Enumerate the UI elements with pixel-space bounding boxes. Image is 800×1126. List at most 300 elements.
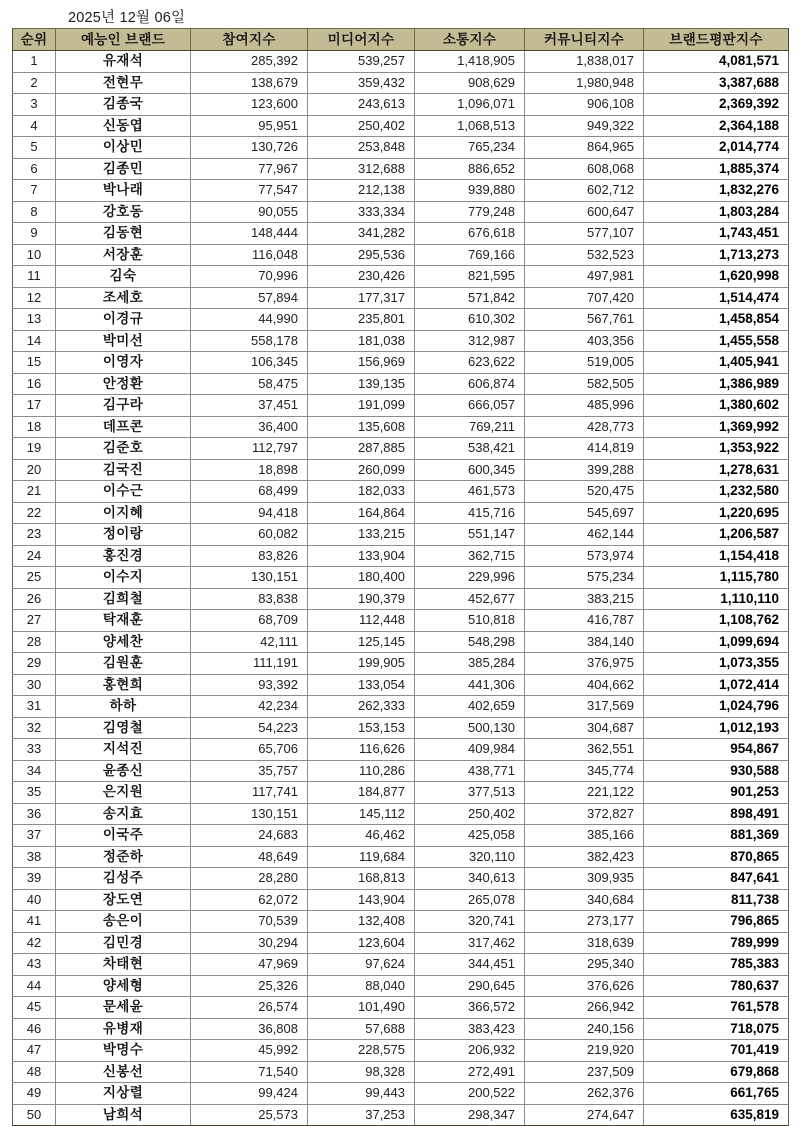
- cell-brand: 이경규: [56, 309, 191, 331]
- cell-brand: 이지혜: [56, 502, 191, 524]
- table-row: [13, 631, 789, 653]
- cell-media: 97,624: [308, 954, 415, 976]
- cell-brand: 문세윤: [56, 997, 191, 1019]
- cell-rank: 50: [13, 1104, 56, 1126]
- cell-total: 1,012,193: [644, 717, 789, 739]
- cell-rank: 6: [13, 158, 56, 180]
- cell-community: 376,626: [525, 975, 644, 997]
- cell-rank: 19: [13, 438, 56, 460]
- cell-communication: 600,345: [415, 459, 525, 481]
- cell-total: 1,108,762: [644, 610, 789, 632]
- table-row: [13, 610, 789, 632]
- cell-brand: 양세형: [56, 975, 191, 997]
- cell-total: 661,765: [644, 1083, 789, 1105]
- cell-community: 295,340: [525, 954, 644, 976]
- cell-communication: 312,987: [415, 330, 525, 352]
- cell-participation: 558,178: [191, 330, 308, 352]
- cell-communication: 1,068,513: [415, 115, 525, 137]
- cell-rank: 39: [13, 868, 56, 890]
- cell-participation: 26,574: [191, 997, 308, 1019]
- cell-rank: 24: [13, 545, 56, 567]
- cell-participation: 138,679: [191, 72, 308, 94]
- cell-media: 132,408: [308, 911, 415, 933]
- cell-communication: 317,462: [415, 932, 525, 954]
- cell-community: 602,712: [525, 180, 644, 202]
- table-row: [13, 373, 789, 395]
- cell-community: 304,687: [525, 717, 644, 739]
- cell-brand: 김종민: [56, 158, 191, 180]
- cell-total: 780,637: [644, 975, 789, 997]
- cell-brand: 김숙: [56, 266, 191, 288]
- brand-reputation-ranking-table: [12, 28, 789, 1126]
- cell-media: 145,112: [308, 803, 415, 825]
- cell-participation: 95,951: [191, 115, 308, 137]
- cell-community: 382,423: [525, 846, 644, 868]
- cell-communication: 500,130: [415, 717, 525, 739]
- table-row: [13, 524, 789, 546]
- cell-rank: 44: [13, 975, 56, 997]
- cell-total: 4,081,571: [644, 51, 789, 73]
- cell-rank: 49: [13, 1083, 56, 1105]
- cell-community: 317,569: [525, 696, 644, 718]
- cell-media: 139,135: [308, 373, 415, 395]
- cell-participation: 37,451: [191, 395, 308, 417]
- cell-communication: 538,421: [415, 438, 525, 460]
- report-date: 2025년 12월 06일: [68, 10, 186, 26]
- cell-media: 539,257: [308, 51, 415, 73]
- cell-community: 575,234: [525, 567, 644, 589]
- cell-communication: 340,613: [415, 868, 525, 890]
- table-row: [13, 739, 789, 761]
- cell-brand: 김성주: [56, 868, 191, 890]
- cell-communication: 676,618: [415, 223, 525, 245]
- cell-participation: 112,797: [191, 438, 308, 460]
- cell-total: 2,369,392: [644, 94, 789, 116]
- column-header-rank: 순위: [13, 29, 56, 51]
- cell-brand: 이영자: [56, 352, 191, 374]
- cell-participation: 117,741: [191, 782, 308, 804]
- cell-rank: 41: [13, 911, 56, 933]
- cell-rank: 42: [13, 932, 56, 954]
- cell-media: 99,443: [308, 1083, 415, 1105]
- cell-media: 228,575: [308, 1040, 415, 1062]
- cell-total: 796,865: [644, 911, 789, 933]
- cell-community: 399,288: [525, 459, 644, 481]
- table-row: [13, 868, 789, 890]
- table-row: [13, 1083, 789, 1105]
- cell-total: 3,387,688: [644, 72, 789, 94]
- cell-participation: 111,191: [191, 653, 308, 675]
- cell-community: 384,140: [525, 631, 644, 653]
- table-row: [13, 481, 789, 503]
- cell-community: 582,505: [525, 373, 644, 395]
- cell-participation: 70,996: [191, 266, 308, 288]
- cell-brand: 하하: [56, 696, 191, 718]
- cell-participation: 123,600: [191, 94, 308, 116]
- cell-communication: 298,347: [415, 1104, 525, 1126]
- cell-rank: 7: [13, 180, 56, 202]
- cell-rank: 27: [13, 610, 56, 632]
- cell-brand: 지석진: [56, 739, 191, 761]
- cell-community: 707,420: [525, 287, 644, 309]
- table-row: [13, 1104, 789, 1126]
- cell-participation: 130,726: [191, 137, 308, 159]
- cell-brand: 탁재훈: [56, 610, 191, 632]
- cell-participation: 68,499: [191, 481, 308, 503]
- cell-media: 88,040: [308, 975, 415, 997]
- cell-rank: 46: [13, 1018, 56, 1040]
- cell-media: 110,286: [308, 760, 415, 782]
- cell-total: 1,380,602: [644, 395, 789, 417]
- cell-total: 1,115,780: [644, 567, 789, 589]
- cell-rank: 5: [13, 137, 56, 159]
- cell-participation: 93,392: [191, 674, 308, 696]
- cell-rank: 47: [13, 1040, 56, 1062]
- cell-community: 414,819: [525, 438, 644, 460]
- cell-community: 372,827: [525, 803, 644, 825]
- cell-total: 2,014,774: [644, 137, 789, 159]
- table-row: [13, 459, 789, 481]
- cell-brand: 서장훈: [56, 244, 191, 266]
- cell-media: 135,608: [308, 416, 415, 438]
- cell-rank: 13: [13, 309, 56, 331]
- cell-participation: 148,444: [191, 223, 308, 245]
- cell-communication: 571,842: [415, 287, 525, 309]
- cell-community: 266,942: [525, 997, 644, 1019]
- cell-media: 190,379: [308, 588, 415, 610]
- cell-media: 37,253: [308, 1104, 415, 1126]
- cell-communication: 265,078: [415, 889, 525, 911]
- cell-communication: 250,402: [415, 803, 525, 825]
- cell-media: 260,099: [308, 459, 415, 481]
- cell-rank: 4: [13, 115, 56, 137]
- cell-community: 906,108: [525, 94, 644, 116]
- cell-brand: 지상렬: [56, 1083, 191, 1105]
- cell-communication: 344,451: [415, 954, 525, 976]
- cell-communication: 610,302: [415, 309, 525, 331]
- table-row: [13, 932, 789, 954]
- cell-community: 545,697: [525, 502, 644, 524]
- cell-brand: 유재석: [56, 51, 191, 73]
- cell-community: 497,981: [525, 266, 644, 288]
- cell-community: 608,068: [525, 158, 644, 180]
- cell-brand: 이수지: [56, 567, 191, 589]
- table-row: [13, 158, 789, 180]
- cell-participation: 130,151: [191, 567, 308, 589]
- cell-media: 143,904: [308, 889, 415, 911]
- cell-community: 219,920: [525, 1040, 644, 1062]
- cell-brand: 박명수: [56, 1040, 191, 1062]
- cell-rank: 30: [13, 674, 56, 696]
- cell-communication: 666,057: [415, 395, 525, 417]
- cell-brand: 김영철: [56, 717, 191, 739]
- cell-media: 164,864: [308, 502, 415, 524]
- cell-media: 181,038: [308, 330, 415, 352]
- table-row: [13, 266, 789, 288]
- cell-communication: 548,298: [415, 631, 525, 653]
- table-row: [13, 438, 789, 460]
- cell-rank: 29: [13, 653, 56, 675]
- cell-rank: 14: [13, 330, 56, 352]
- column-header-brand: 예능인 브랜드: [56, 29, 191, 51]
- cell-media: 359,432: [308, 72, 415, 94]
- cell-media: 133,904: [308, 545, 415, 567]
- cell-community: 520,475: [525, 481, 644, 503]
- cell-media: 295,536: [308, 244, 415, 266]
- column-header-communication: 소통지수: [415, 29, 525, 51]
- cell-rank: 38: [13, 846, 56, 868]
- cell-community: 949,322: [525, 115, 644, 137]
- cell-brand: 이국주: [56, 825, 191, 847]
- cell-participation: 57,894: [191, 287, 308, 309]
- table-body: [13, 51, 789, 1126]
- cell-communication: 200,522: [415, 1083, 525, 1105]
- cell-total: 1,832,276: [644, 180, 789, 202]
- cell-total: 881,369: [644, 825, 789, 847]
- table-row: [13, 416, 789, 438]
- cell-media: 235,801: [308, 309, 415, 331]
- table-row: [13, 975, 789, 997]
- cell-communication: 510,818: [415, 610, 525, 632]
- cell-media: 287,885: [308, 438, 415, 460]
- cell-communication: 409,984: [415, 739, 525, 761]
- table-row: [13, 653, 789, 675]
- cell-rank: 3: [13, 94, 56, 116]
- cell-participation: 60,082: [191, 524, 308, 546]
- table-row: [13, 330, 789, 352]
- cell-rank: 17: [13, 395, 56, 417]
- cell-media: 230,426: [308, 266, 415, 288]
- cell-brand: 데프콘: [56, 416, 191, 438]
- cell-communication: 362,715: [415, 545, 525, 567]
- cell-media: 119,684: [308, 846, 415, 868]
- cell-communication: 366,572: [415, 997, 525, 1019]
- cell-community: 362,551: [525, 739, 644, 761]
- cell-participation: 36,808: [191, 1018, 308, 1040]
- cell-rank: 1: [13, 51, 56, 73]
- cell-rank: 10: [13, 244, 56, 266]
- cell-total: 1,369,992: [644, 416, 789, 438]
- cell-brand: 홍현희: [56, 674, 191, 696]
- cell-total: 898,491: [644, 803, 789, 825]
- cell-brand: 남희석: [56, 1104, 191, 1126]
- cell-total: 2,364,188: [644, 115, 789, 137]
- cell-media: 153,153: [308, 717, 415, 739]
- cell-media: 262,333: [308, 696, 415, 718]
- cell-participation: 36,400: [191, 416, 308, 438]
- cell-brand: 이상민: [56, 137, 191, 159]
- cell-brand: 김원훈: [56, 653, 191, 675]
- cell-communication: 402,659: [415, 696, 525, 718]
- cell-total: 1,455,558: [644, 330, 789, 352]
- cell-total: 1,220,695: [644, 502, 789, 524]
- cell-media: 312,688: [308, 158, 415, 180]
- cell-community: 428,773: [525, 416, 644, 438]
- cell-community: 416,787: [525, 610, 644, 632]
- table-row: [13, 825, 789, 847]
- cell-rank: 43: [13, 954, 56, 976]
- cell-total: 1,072,414: [644, 674, 789, 696]
- cell-media: 184,877: [308, 782, 415, 804]
- cell-total: 1,353,922: [644, 438, 789, 460]
- cell-communication: 461,573: [415, 481, 525, 503]
- cell-participation: 30,294: [191, 932, 308, 954]
- cell-total: 1,514,474: [644, 287, 789, 309]
- cell-brand: 양세찬: [56, 631, 191, 653]
- cell-communication: 886,652: [415, 158, 525, 180]
- table-row: [13, 760, 789, 782]
- cell-communication: 939,880: [415, 180, 525, 202]
- cell-total: 1,154,418: [644, 545, 789, 567]
- cell-communication: 320,741: [415, 911, 525, 933]
- cell-brand: 김구라: [56, 395, 191, 417]
- column-header-participation: 참여지수: [191, 29, 308, 51]
- table-row: [13, 72, 789, 94]
- cell-total: 954,867: [644, 739, 789, 761]
- cell-communication: 438,771: [415, 760, 525, 782]
- cell-community: 376,975: [525, 653, 644, 675]
- cell-communication: 606,874: [415, 373, 525, 395]
- cell-media: 57,688: [308, 1018, 415, 1040]
- cell-participation: 83,826: [191, 545, 308, 567]
- cell-total: 1,024,796: [644, 696, 789, 718]
- cell-communication: 821,595: [415, 266, 525, 288]
- cell-communication: 623,622: [415, 352, 525, 374]
- cell-rank: 34: [13, 760, 56, 782]
- ranking-table-container: [12, 28, 788, 1126]
- cell-participation: 68,709: [191, 610, 308, 632]
- cell-communication: 769,166: [415, 244, 525, 266]
- table-row: [13, 803, 789, 825]
- cell-community: 1,838,017: [525, 51, 644, 73]
- cell-participation: 58,475: [191, 373, 308, 395]
- table-row: [13, 997, 789, 1019]
- cell-total: 1,110,110: [644, 588, 789, 610]
- table-row: [13, 244, 789, 266]
- cell-communication: 385,284: [415, 653, 525, 675]
- table-row: [13, 309, 789, 331]
- cell-brand: 송은이: [56, 911, 191, 933]
- cell-rank: 48: [13, 1061, 56, 1083]
- cell-community: 519,005: [525, 352, 644, 374]
- cell-brand: 김희철: [56, 588, 191, 610]
- table-row: [13, 352, 789, 374]
- cell-participation: 94,418: [191, 502, 308, 524]
- cell-community: 532,523: [525, 244, 644, 266]
- cell-participation: 54,223: [191, 717, 308, 739]
- cell-communication: 441,306: [415, 674, 525, 696]
- cell-rank: 8: [13, 201, 56, 223]
- cell-media: 98,328: [308, 1061, 415, 1083]
- cell-rank: 23: [13, 524, 56, 546]
- cell-participation: 45,992: [191, 1040, 308, 1062]
- cell-communication: 229,996: [415, 567, 525, 589]
- cell-communication: 272,491: [415, 1061, 525, 1083]
- cell-communication: 1,418,905: [415, 51, 525, 73]
- cell-communication: 551,147: [415, 524, 525, 546]
- cell-total: 1,386,989: [644, 373, 789, 395]
- cell-communication: 908,629: [415, 72, 525, 94]
- cell-communication: 415,716: [415, 502, 525, 524]
- cell-community: 404,662: [525, 674, 644, 696]
- cell-community: 274,647: [525, 1104, 644, 1126]
- cell-participation: 47,969: [191, 954, 308, 976]
- cell-media: 182,033: [308, 481, 415, 503]
- cell-brand: 전현무: [56, 72, 191, 94]
- cell-brand: 신봉선: [56, 1061, 191, 1083]
- cell-participation: 71,540: [191, 1061, 308, 1083]
- cell-total: 701,419: [644, 1040, 789, 1062]
- table-row: [13, 588, 789, 610]
- cell-media: 125,145: [308, 631, 415, 653]
- cell-total: 811,738: [644, 889, 789, 911]
- cell-total: 1,405,941: [644, 352, 789, 374]
- cell-participation: 48,649: [191, 846, 308, 868]
- table-row: [13, 395, 789, 417]
- cell-total: 1,803,284: [644, 201, 789, 223]
- cell-communication: 779,248: [415, 201, 525, 223]
- cell-total: 901,253: [644, 782, 789, 804]
- cell-brand: 안정환: [56, 373, 191, 395]
- cell-media: 199,905: [308, 653, 415, 675]
- cell-rank: 35: [13, 782, 56, 804]
- cell-community: 383,215: [525, 588, 644, 610]
- cell-total: 789,999: [644, 932, 789, 954]
- cell-brand: 송지효: [56, 803, 191, 825]
- cell-participation: 42,111: [191, 631, 308, 653]
- cell-brand: 박미선: [56, 330, 191, 352]
- cell-rank: 31: [13, 696, 56, 718]
- table-row: [13, 115, 789, 137]
- cell-total: 870,865: [644, 846, 789, 868]
- cell-brand: 이수근: [56, 481, 191, 503]
- cell-media: 112,448: [308, 610, 415, 632]
- table-row: [13, 1040, 789, 1062]
- cell-rank: 2: [13, 72, 56, 94]
- cell-community: 573,974: [525, 545, 644, 567]
- cell-participation: 44,990: [191, 309, 308, 331]
- cell-brand: 홍진경: [56, 545, 191, 567]
- cell-community: 485,996: [525, 395, 644, 417]
- cell-total: 1,206,587: [644, 524, 789, 546]
- cell-communication: 377,513: [415, 782, 525, 804]
- cell-brand: 정준하: [56, 846, 191, 868]
- cell-media: 156,969: [308, 352, 415, 374]
- table-row: [13, 545, 789, 567]
- cell-brand: 김민경: [56, 932, 191, 954]
- cell-community: 600,647: [525, 201, 644, 223]
- cell-rank: 11: [13, 266, 56, 288]
- cell-community: 1,980,948: [525, 72, 644, 94]
- cell-participation: 25,573: [191, 1104, 308, 1126]
- cell-participation: 25,326: [191, 975, 308, 997]
- cell-communication: 452,677: [415, 588, 525, 610]
- cell-participation: 65,706: [191, 739, 308, 761]
- cell-communication: 769,211: [415, 416, 525, 438]
- cell-media: 133,215: [308, 524, 415, 546]
- cell-media: 180,400: [308, 567, 415, 589]
- cell-rank: 33: [13, 739, 56, 761]
- cell-communication: 765,234: [415, 137, 525, 159]
- cell-rank: 45: [13, 997, 56, 1019]
- cell-participation: 285,392: [191, 51, 308, 73]
- cell-participation: 77,547: [191, 180, 308, 202]
- cell-participation: 83,838: [191, 588, 308, 610]
- table-row: [13, 782, 789, 804]
- cell-total: 718,075: [644, 1018, 789, 1040]
- cell-media: 133,054: [308, 674, 415, 696]
- cell-brand: 유병재: [56, 1018, 191, 1040]
